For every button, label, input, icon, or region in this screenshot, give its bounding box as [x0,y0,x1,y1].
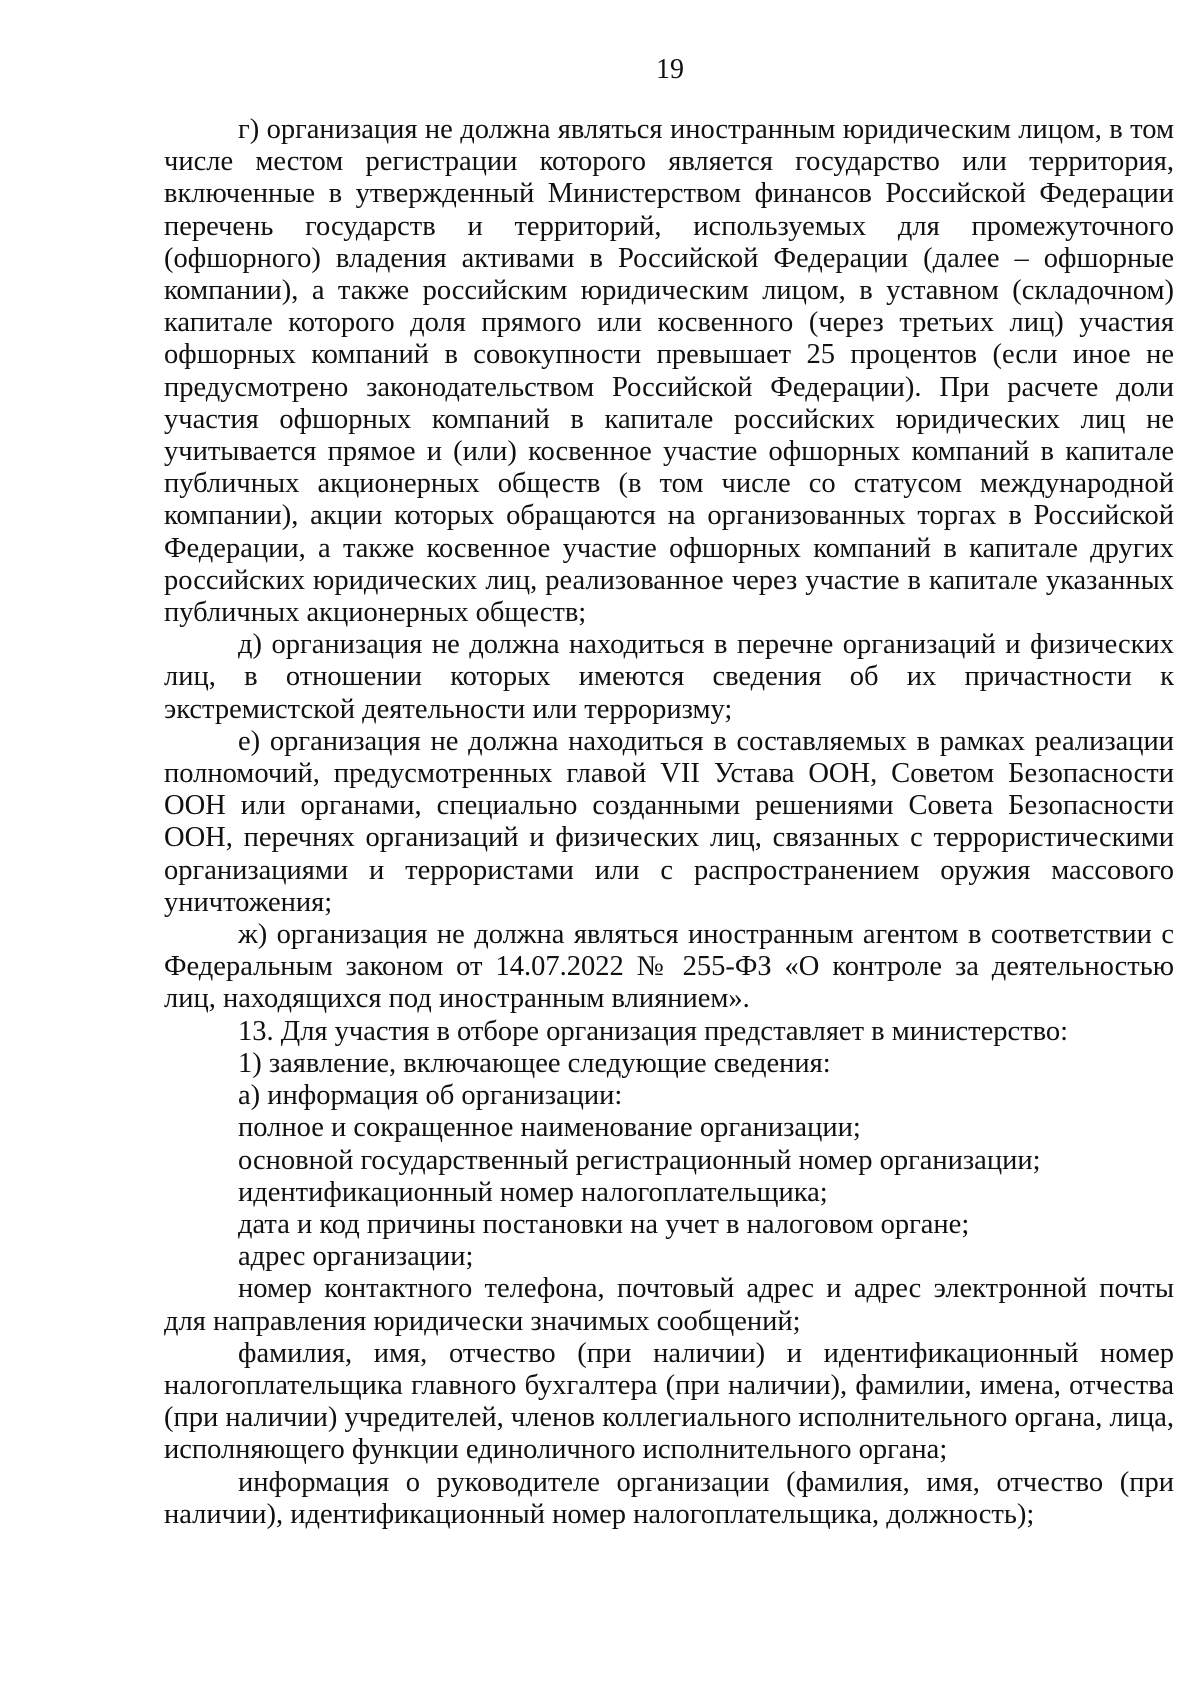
list-item-director: информация о руководителе организации (фамилия, имя, отчество (при наличии), идентификационный номер налогоплательщика, должность); [164,1466,1174,1530]
document-body [164,114,1174,1531]
clause-13: 13. Для участия в отборе организация представляет в министерство: [238,1015,1069,1047]
list-item-org-name: полное и сокращенное наименование организации; [238,1112,861,1144]
paragraph-zh: ж) организация не должна являться иностранным агентом в соответствии с Федеральным законом от 14.07.2022 № 255-ФЗ «О контроле за деятельностью лиц, находящихся под иностранным влиянием». [164,919,1174,1015]
item-1-application: 1) заявление, включающее следующие сведения: [238,1047,831,1079]
list-item-accountant-founders: фамилия, имя, отчество (при наличии) и идентификационный номер налогоплательщика главного бухгалтера (при наличии), фамилии, имена, отчества (при наличии) учредителей, членов коллегиального исполнительного органа, лица, исполняющего функции единоличного исполнительного органа; [164,1337,1174,1466]
page-number: 19 [656,54,684,85]
list-item-inn: идентификационный номер налогоплательщика; [238,1176,828,1208]
paragraph-g: г) организация не должна являться иностранным юридическим лицом, в том числе местом регистрации которого является государство или территория, включенные в утвержденный Министерством финансов Российской Федерации перечень государств и территорий, используемых для промежуточного (офшорного) владения активами в Российской Федерации (далее – офшорные компании), а также российским юридическим лицом, в уставном (складочном) капитале которого доля прямого или косвенного (через третьих лиц) участия офшорных компаний в совокупности превышает 25 процентов (если иное не предусмотрено законодательством Российской Федерации). При расчете доли участия офшорных компаний в капитале российских юридических лиц не учитывается прямое и (или) косвенное участие офшорных компаний в капитале публичных акционерных обществ (в том числе со статусом международной компании), акции которых обращаются на организованных торгах в Российской Федерации, а также косвенное участие офшорных компаний в капитале других российских юридических лиц, реализованное через участие в капитале указанных публичных акционерных обществ; [164,114,1174,629]
paragraph-e: е) организация не должна находиться в составляемых в рамках реализации полномочий, предусмотренных главой VII Устава ООН, Советом Безопасности ООН или органами, специально созданными решениями Совета Безопасности ООН, перечнях организаций и физических лиц, связанных с террористическими организациями и террористами или с распространением оружия массового уничтожения; [164,725,1174,918]
list-item-address: адрес организации; [238,1241,474,1273]
list-item-ogrn: основной государственный регистрационный номер организации; [238,1144,1041,1176]
paragraph-d: д) организация не должна находиться в перечне организаций и физических лиц, в отношении которых имеются сведения об их причастности к экстремистской деятельности или терроризму; [164,629,1174,725]
subitem-a-org-info: а) информация об организации: [238,1080,623,1112]
list-item-contacts: номер контактного телефона, почтовый адрес и адрес электронной почты для направления юридически значимых сообщений; [164,1273,1174,1337]
list-item-kpp: дата и код причины постановки на учет в налоговом органе; [238,1208,970,1240]
